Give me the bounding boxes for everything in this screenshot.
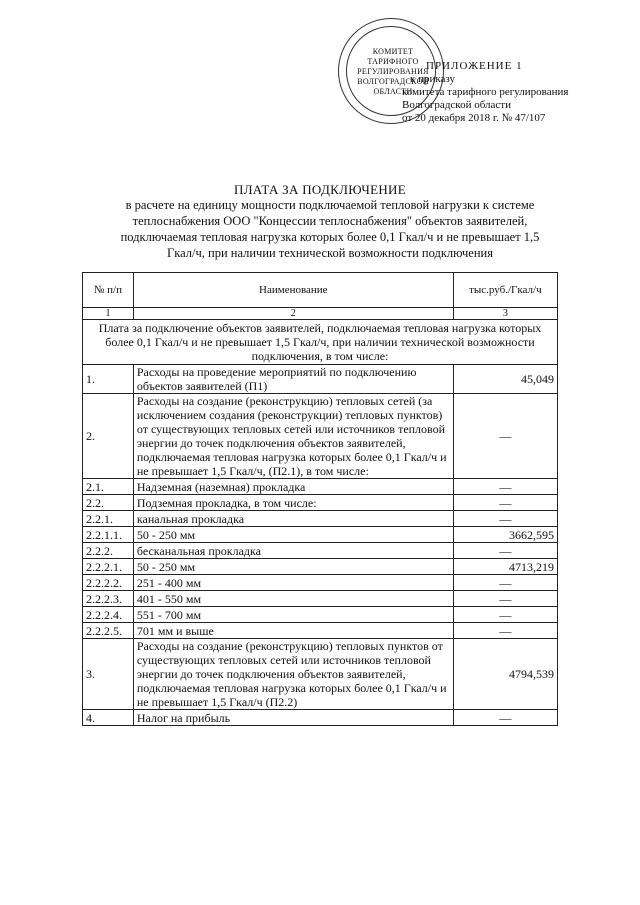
row-name: 50 - 250 мм [133, 559, 453, 575]
row-number: 2.2.2.4. [83, 607, 134, 623]
row-number: 2.2. [83, 495, 134, 511]
row-name: Расходы на проведение мероприятий по подключению объектов заявителей (П1) [133, 365, 453, 394]
table-row [83, 623, 558, 639]
row-name: Расходы на создание (реконструкцию) тепловых сетей (за исключением создания (реконструкции) тепловых пунктов) от существующих тепловых сетей или источников тепловой энергии до точек подключения объектов заявителей, подключаемая тепловая нагрузка которых более 0,1 Гкал/ч и не превышает 1,5 Гкал/ч, (П2.1), в том числе: [133, 394, 453, 479]
row-value: — [453, 495, 557, 511]
row-number: 2.2.2.3. [83, 591, 134, 607]
stamp-line: РЕГУЛИРОВАНИЯ [357, 67, 429, 76]
stamp-line: ТАРИФНОГО [367, 57, 419, 66]
table-row [83, 479, 558, 495]
row-number: 3. [83, 639, 134, 710]
row-name: Подземная прокладка, в том числе: [133, 495, 453, 511]
appendix-title: ПРИЛОЖЕНИЕ 1 [426, 60, 523, 72]
row-number: 2.1. [83, 479, 134, 495]
row-value: 3662,595 [453, 527, 557, 543]
row-number: 2.2.2.1. [83, 559, 134, 575]
row-value: 45,049 [453, 365, 557, 394]
header-number: № п/п [83, 273, 134, 308]
row-name: 401 - 550 мм [133, 591, 453, 607]
row-value: — [453, 623, 557, 639]
row-number: 2. [83, 394, 134, 479]
row-value: — [453, 511, 557, 527]
row-value: — [453, 591, 557, 607]
appendix-order: к приказу [410, 73, 456, 85]
stamp-line: КОМИТЕТ [372, 47, 414, 56]
row-value: — [453, 543, 557, 559]
appendix-date: от 20 декабря 2018 г. № 47/107 [402, 112, 546, 124]
table-header-row [83, 273, 558, 308]
row-value: — [453, 479, 557, 495]
row-value: — [453, 607, 557, 623]
row-name: 50 - 250 мм [133, 527, 453, 543]
row-name: бесканальная прокладка [133, 543, 453, 559]
row-name: канальная прокладка [133, 511, 453, 527]
table-row [83, 639, 558, 710]
row-number: 2.2.2.2. [83, 575, 134, 591]
stamp-line: ВОЛГОГРАДСКОЙ [357, 77, 429, 86]
column-number: 1 [83, 308, 134, 320]
column-numbers-row [83, 308, 558, 320]
row-number: 2.2.1. [83, 511, 134, 527]
table-row [83, 365, 558, 394]
row-value: — [453, 575, 557, 591]
fee-table [82, 272, 558, 726]
table-row [83, 495, 558, 511]
appendix-committee: комитета тарифного регулирования [402, 86, 569, 98]
row-number: 2.2.2.5. [83, 623, 134, 639]
table-row [83, 591, 558, 607]
table-row [83, 559, 558, 575]
document-subtitle: в расчете на единицу мощности подключаемой тепловой нагрузки к системе теплоснабжения ООО "Концессии теплоснабжения" объектов заявителей, подключаемая тепловая нагрузка которых более 0,1 Гкал/ч и не превышает 1,5 Гкал/ч, при наличии технической возможности подключения [120, 198, 540, 260]
document-title: ПЛАТА ЗА ПОДКЛЮЧЕНИЕ [234, 182, 406, 197]
row-value: — [453, 394, 557, 479]
header-unit: тыс.руб./Гкал/ч [453, 273, 557, 308]
table-row [83, 511, 558, 527]
row-number: 1. [83, 365, 134, 394]
row-number: 2.2.2. [83, 543, 134, 559]
row-name: Надземная (наземная) прокладка [133, 479, 453, 495]
table-row [83, 575, 558, 591]
section-row [83, 320, 558, 365]
table-row [83, 543, 558, 559]
section-title: Плата за подключение объектов заявителей, подключаемая тепловая нагрузка которых более 0,1 Гкал/ч и не превышает 1,5 Гкал/ч, при наличии технической возможности подключения, в том числе: [83, 320, 558, 365]
header-name: Наименование [133, 273, 453, 308]
appendix-region: Волгоградской области [402, 99, 511, 111]
row-name: Налог на прибыль [133, 710, 453, 726]
row-name: 551 - 700 мм [133, 607, 453, 623]
row-number: 4. [83, 710, 134, 726]
row-value: 4794,539 [453, 639, 557, 710]
row-number: 2.2.1.1. [83, 527, 134, 543]
row-name: 251 - 400 мм [133, 575, 453, 591]
column-number: 2 [133, 308, 453, 320]
table-row [83, 607, 558, 623]
row-value: — [453, 710, 557, 726]
table-row [83, 710, 558, 726]
stamp-line: ОБЛАСТИ [373, 87, 413, 96]
column-number: 3 [453, 308, 557, 320]
row-name: Расходы на создание (реконструкцию) тепловых пунктов от существующих тепловых сетей или источников тепловой энергии до точек подключения объектов заявителей, подключаемая тепловая нагрузка которых более 0,1 Гкал/ч и не превышает 1,5 Гкал/ч (П2.2) [133, 639, 453, 710]
row-name: 701 мм и выше [133, 623, 453, 639]
table-row [83, 394, 558, 479]
row-value: 4713,219 [453, 559, 557, 575]
appendix-block [402, 60, 568, 125]
table-row [83, 527, 558, 543]
